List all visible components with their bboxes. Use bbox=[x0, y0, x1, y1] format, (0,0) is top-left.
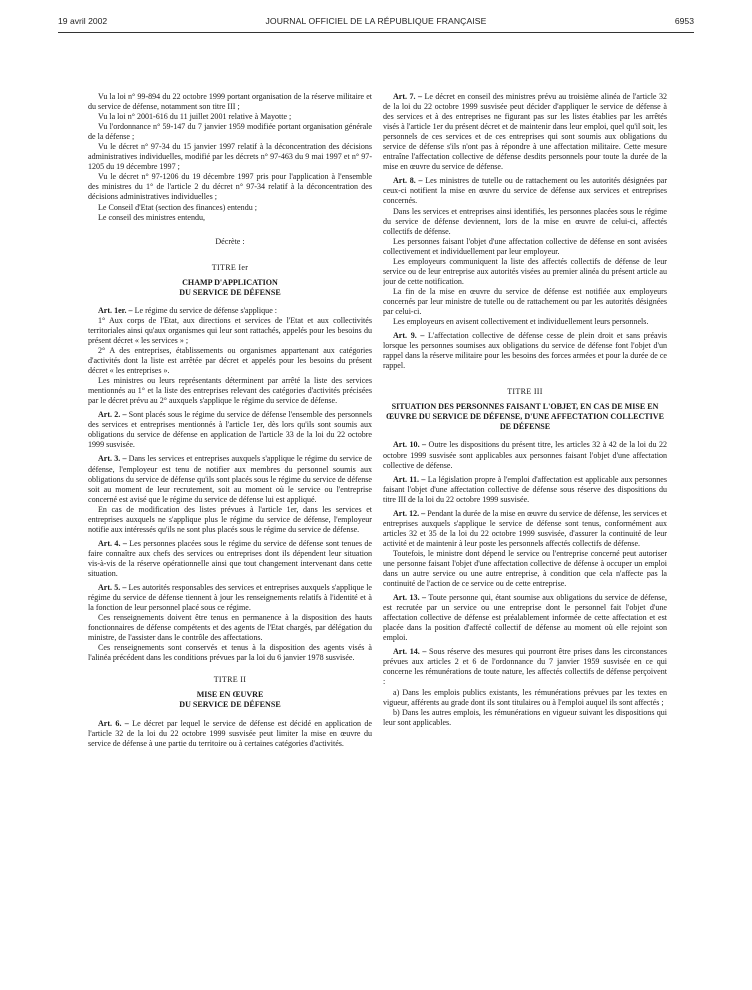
article-3-text: Dans les services et entreprises auxquels s'applique le régime du service de défense, l'employeur est tenu de notifier aux membres du personnel soumis aux obligations du service de défense qu'ils sont placés sous le régime du service de défense soit au moment de leur recrutement, soit au moment où le service ou l'entreprise concerné est avisé que le régime du service de défense lui est appliqué. bbox=[88, 454, 372, 504]
page-header bbox=[58, 16, 694, 30]
titre-2-heading-line2: DU SERVICE DE DÉFENSE bbox=[179, 700, 281, 710]
article-7 bbox=[383, 92, 667, 172]
article-14 bbox=[383, 647, 667, 687]
article-1-para-2: 2° A des entreprises, établissements ou organismes appartenant aux catégories d'activités dont la liste est arrêtée par décret et appelés pour les besoins du présent décret « les entreprises ». bbox=[88, 345, 372, 376]
article-12-label: Art. 12. – bbox=[393, 508, 426, 518]
article-9 bbox=[383, 331, 667, 371]
titre-3: TITRE III bbox=[507, 387, 543, 397]
article-5 bbox=[88, 583, 372, 613]
visa-decret-97-34: Vu le décret n° 97-34 du 15 janvier 1997 relatif à la déconcentration des décisions administratives individuelles, modifié par les décrets n° 97-463 du 9 mai 1997 et n° 97-1205 du 19 décembre 1997 ; bbox=[88, 142, 372, 172]
article-5-para-2: Ces renseignements doivent être tenus en permanence à la disposition des hauts fonctionnaires de défense compétents et des agents de l'Etat chargés, par délégation du ministre, de l'assister dans le contrôle des affectations. bbox=[88, 613, 372, 643]
journal-title: JOURNAL OFFICIEL DE LA RÉPUBLIQUE FRANÇAISE bbox=[265, 16, 487, 26]
visa-loi-2001-616: Vu la loi n° 2001-616 du 11 juillet 2001 relative à Mayotte ; bbox=[98, 112, 292, 122]
article-2-text: Sont placés sous le régime du service de défense l'ensemble des personnels des services et entreprises mentionnés à l'article 1er, dès lors qu'ils sont soumis aux obligations du service de défense en application de l'article 33 de la loi du 22 octobre 1999 susvisée. bbox=[88, 410, 372, 450]
article-12 bbox=[383, 509, 667, 549]
titre-2: TITRE II bbox=[213, 675, 247, 685]
right-column bbox=[383, 92, 667, 982]
article-14-item-b: b) Dans les autres emplois, les rémunérations en vigueur suivant les dispositions qui leur sont applicables. bbox=[383, 707, 667, 727]
visa-decret-97-1206: Vu le décret n° 97-1206 du 19 décembre 1997 pris pour l'application à l'ensemble des ministres du 1° de l'article 2 du décret n° 97-34 relatif à la déconcentration des décisions administratives individuelles ; bbox=[88, 172, 372, 202]
article-10-label: Art. 10. – bbox=[393, 440, 427, 450]
article-11-text: La législation propre à l'emploi d'affectation est applicable aux personnes faisant l'objet d'une affectation collective de défense sous réserve des dispositions du titre III de la loi du 22 octobre 1999 susvisée. bbox=[383, 474, 667, 504]
titre-2-heading bbox=[88, 690, 372, 710]
left-column bbox=[88, 92, 372, 982]
article-3-label: Art. 3. – bbox=[98, 454, 127, 464]
article-8-para-5: La fin de la mise en œuvre du service de défense est notifiée aux employeurs concernés par leur ministre de tutelle ou de rattachement ou par les autorités désignées par celui-ci. bbox=[383, 286, 667, 316]
article-3-para-2: En cas de modification des listes prévues à l'article 1er, dans les services et entreprises auxquels ne s'applique plus le régime du service de défense, l'employeur notifie aux intéressés qu'ils ne sont plus placés sous le régime du service de défense. bbox=[88, 504, 372, 534]
article-9-label: Art. 9. – bbox=[393, 331, 425, 341]
article-4 bbox=[88, 539, 372, 579]
decrete: Décrète : bbox=[215, 236, 245, 246]
article-1-para-3: Les ministres ou leurs représentants déterminent par arrêté la liste des services mentionnés au 1° et la liste des entreprises relevant des catégories d'activités précisées par le décret prévu au 2° auxquels s'applique le régime du service de défense. bbox=[88, 376, 372, 406]
article-6-label: Art. 6. – bbox=[98, 718, 129, 728]
titre-1-heading-line1: CHAMP D'APPLICATION bbox=[182, 277, 278, 287]
visa-conseil-ministres: Le conseil des ministres entendu, bbox=[98, 212, 206, 222]
article-1-text: Le régime du service de défense s'applique : bbox=[132, 305, 278, 315]
visa-ordonnance: Vu l'ordonnance n° 59-147 du 7 janvier 1959 modifiée portant organisation générale de la défense ; bbox=[88, 122, 372, 142]
article-10 bbox=[383, 440, 667, 470]
article-11 bbox=[383, 475, 667, 505]
article-13-label: Art. 13. – bbox=[393, 593, 427, 603]
article-8-para-3: Les personnes faisant l'objet d'une affectation collective de défense en sont avisées collectivement et individuellement par leur employeur. bbox=[383, 236, 667, 256]
article-13 bbox=[383, 593, 667, 643]
page-number: 6953 bbox=[674, 16, 694, 26]
article-12-text: Pendant la durée de la mise en œuvre du service de défense, les services et entreprises auxquels s'applique le service de défense sont tenus, conformément aux articles 32 et 35 de la loi du 22 octobre 1999 susvisée, d'assurer la continuité de leur activité et de maintenir à leur poste les personnels affectés collectifs de défense. bbox=[383, 508, 667, 548]
article-9-text: L'affectation collective de défense cesse de plein droit et sans préavis lorsque les personnes soumises aux obligations du service de défense font l'objet d'un rappel dans la réserve militaire pour les besoins des forces armées et pour la durée de ce rappel. bbox=[383, 331, 667, 371]
article-2 bbox=[88, 410, 372, 450]
header-rule bbox=[58, 32, 694, 33]
article-7-label: Art. 7. – bbox=[393, 92, 423, 101]
article-4-text: Les personnes placées sous le régime du service de défense sont tenues de faire connaître aux chefs des services ou entreprises dont ils dépendent leur situation vis-à-vis de la réserve opérationnelle ainsi que tout changement intervenant dans cette situation. bbox=[88, 538, 372, 578]
article-8-text: Les ministres de tutelle ou de rattachement ou les autorités désignées par ceux-ci notifient la mise en œuvre du service de défense aux services et entreprises concernés. bbox=[383, 176, 667, 206]
article-14-label: Art. 14. – bbox=[393, 647, 427, 657]
visa-loi-99-894: Vu la loi n° 99-894 du 22 octobre 1999 portant organisation de la réserve militaire et du service de défense, notamment son titre III ; bbox=[88, 92, 372, 112]
article-4-label: Art. 4. – bbox=[98, 538, 127, 548]
titre-1-heading bbox=[88, 278, 372, 298]
article-8 bbox=[383, 176, 667, 206]
article-6-text: Le décret par lequel le service de défense est décidé en application de l'article 32 de la loi du 22 octobre 1999 susvisée peut limiter la mise en œuvre du service de défense à une partie du territoire ou à certaines catégories d'activités. bbox=[88, 718, 372, 748]
article-13-text: Toute personne qui, étant soumise aux obligations du service de défense, est recrutée par un service ou une entreprise dont le personnel fait l'objet d'une affectation collective de défense est préalablement informée de cette affectation et est placée dans la position d'affecté collectif de défense au moment où elle rejoint son emploi. bbox=[383, 593, 667, 643]
titre-2-heading-line1: MISE EN ŒUVRE bbox=[196, 690, 264, 700]
article-8-label: Art. 8. – bbox=[393, 176, 423, 186]
article-5-text: Les autorités responsables des services et entreprises auxquels s'applique le régime du service de défense tiennent à jour les renseignements relatifs à l'identité et à la fonction de leur personnel placé sous ce régime. bbox=[88, 583, 372, 613]
titre-1-heading-line2: DU SERVICE DE DÉFENSE bbox=[179, 287, 281, 297]
article-11-label: Art. 11. – bbox=[393, 474, 426, 484]
article-8-para-2: Dans les services et entreprises ainsi identifiés, les personnes placées sous le régime du service de défense deviennent, lors de la mise en œuvre de celui-ci, affectés collectifs de défense. bbox=[383, 206, 667, 236]
article-5-label: Art. 5. – bbox=[98, 583, 127, 593]
article-14-text: Sous réserve des mesures qui pourront être prises dans les circonstances prévues aux articles 2 et 6 de l'ordonnance du 7 janvier 1959 susvisée en ce qui concerne les rémunérations de toute nature, les affectés collectifs de défense perçoivent : bbox=[383, 647, 667, 687]
titre-3-heading: SITUATION DES PERSONNES FAISANT L'OBJET, EN CAS DE MISE EN ŒUVRE DU SERVICE DE DÉFENSE, D'UNE AFFECTATION COLLECTIVE DE DÉFENSE bbox=[386, 402, 664, 432]
article-1 bbox=[88, 306, 372, 316]
article-1-label: Art. 1er. – bbox=[98, 305, 133, 315]
article-14-item-a: a) Dans les emplois publics existants, les rémunérations prévues par les textes en vigueur, afférents au grade dont ils sont titulaires ou à l'emploi auquel ils sont affectés ; bbox=[383, 687, 667, 707]
article-5-para-3: Ces renseignements sont conservés et tenus à la disposition des agents visés à l'alinéa précédent dans les conditions prévues par la loi du 6 janvier 1978 susvisée. bbox=[88, 643, 372, 663]
article-3 bbox=[88, 454, 372, 504]
article-6 bbox=[88, 719, 372, 749]
visa-conseil-etat: Le Conseil d'Etat (section des finances) entendu ; bbox=[98, 202, 257, 212]
article-1-para-1: 1° Aux corps de l'Etat, aux directions et services de l'Etat et aux collectivités territoriales ainsi qu'aux organismes qui leur sont rattachés, appelés pour les besoins du présent décret « les services » ; bbox=[88, 315, 372, 345]
article-12-para-2: Toutefois, le ministre dont dépend le service ou l'entreprise concerné peut autoriser une personne faisant l'objet d'une affectation collective de défense à occuper un emploi dans un autre service ou une autre entreprise, à condition que cela n'affecte pas la continuité de l'action de ce service ou de cette entreprise. bbox=[383, 548, 667, 589]
article-8-para-4: Les employeurs communiquent la liste des affectés collectifs de défense de leur service ou de leur entreprise aux autorités visées au premier alinéa du présent article au jour de cette notification. bbox=[383, 256, 667, 286]
article-7-text: Le décret en conseil des ministres prévu au troisième alinéa de l'article 32 de la loi du 22 octobre 1999 susvisée peut décider d'appliquer le service de défense à des services et à des entreprises ne figurant pas sur les listes établies par les arrêtés visés à l'article 1er du présent décret et de maintenir dans leur emploi, quel qu'il soit, les personnels de ces services et de ces entreprises qui sont soumis aux obligations du service de défense s'ils n'ont pas à répondre à une affectation militaire. Cette mesure entraîne l'affectation collective de défense desdits personnels pour toute la durée de la mise en œuvre du service de défense. bbox=[383, 92, 667, 172]
article-2-label: Art. 2. – bbox=[98, 410, 127, 420]
titre-1: TITRE Ier bbox=[211, 262, 249, 272]
article-10-text: Outre les dispositions du présent titre, les articles 32 à 42 de la loi du 22 octobre 1999 susvisée sont applicables aux personnes faisant l'objet d'une affectation collective de défense. bbox=[383, 440, 667, 470]
article-8-para-6: Les employeurs en avisent collectivement et individuellement leurs personnels. bbox=[393, 317, 649, 327]
header-date: 19 avril 2002 bbox=[58, 16, 108, 26]
